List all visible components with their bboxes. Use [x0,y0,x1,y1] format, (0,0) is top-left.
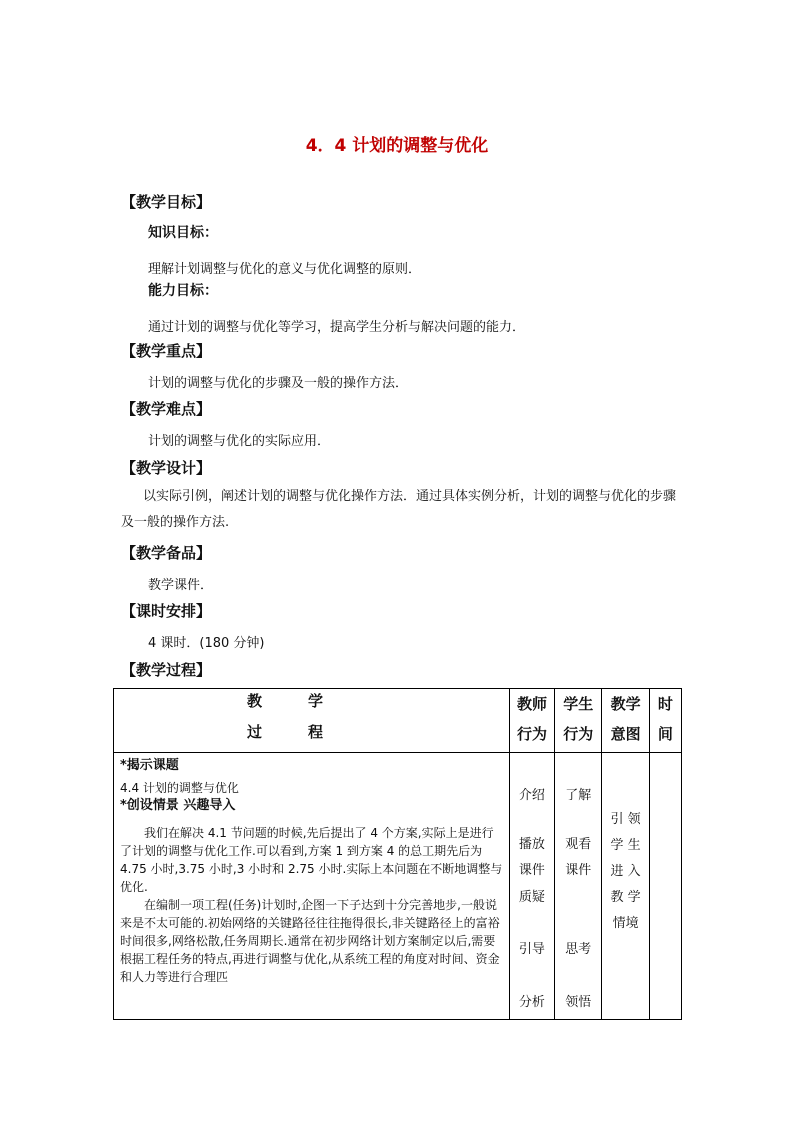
header-main-char-1: 教 [247,692,263,710]
header-time: 时间 [649,689,681,753]
header-process [114,689,510,753]
section-key-points: 【教学重点】 [121,342,212,360]
student-item: 思考 [565,942,592,957]
page-title: 4．4 计划的调整与优化 [305,136,489,156]
section-materials: 【教学备品】 [121,544,212,562]
intent-item: 引 领 [610,812,641,827]
student-item: 观看 [565,837,592,852]
section-process: 【教学过程】 [121,661,212,679]
difficulties-text: 计划的调整与优化的实际应用． [148,434,331,449]
ability-goal-label: 能力目标： [148,283,218,299]
paragraph-2: 在编制一项工程(任务)计划时,企图一下子达到十分完善地步,一般说来是不太可能的.初始网络的关键路径往往拖得很长,非关键路径上的富裕时间很多,网络松散,任务周期长.通常在初步网络计划方案制定以后,需要根据工程任务的特点,再进行调整与优化,从系统工程的角度对时间、资金和人力等进行合理匹 [120,898,500,984]
teacher-item: 播放 [518,837,545,852]
heading-scenario: *创设情景 兴趣导入 [120,798,236,813]
header-main-char-4: 程 [308,723,324,741]
teacher-item: 引导 [518,942,545,957]
topic-line: 4.4 计划的调整与优化 [120,781,239,795]
section-schedule: 【课时安排】 [121,602,212,620]
teacher-item: 课件 [518,863,545,878]
design-text: 以实际引例，阐述计划的调整与优化操作方法．通过具体实例分析，计划的调整与优化的步骤及一般的操作方法. [121,489,677,530]
key-points-text: 计划的调整与优化的步骤及一般的操作方法． [148,376,409,391]
heading-reveal-topic: *揭示课题 [120,758,179,773]
student-item: 课件 [565,863,592,878]
intent-item: 教 学 [610,890,641,905]
schedule-text: 4 课时．(180 分钟) [148,636,265,651]
ability-goal-text: 通过计划的调整与优化等学习，提高学生分析与解决问题的能力． [148,320,526,335]
section-design: 【教学设计】 [121,459,212,477]
section-objectives: 【教学目标】 [121,193,212,211]
teacher-item: 分析 [518,995,545,1010]
teacher-item: 介绍 [518,788,545,803]
teaching-intent-cell [602,753,649,1020]
student-item: 了解 [565,788,592,803]
section-difficulties: 【教学难点】 [121,400,212,418]
time-cell [649,753,681,1020]
knowledge-goal-label: 知识目标： [148,225,218,241]
process-content-cell [114,753,510,1020]
teacher-item: 质疑 [518,890,545,905]
teaching-process-table [113,688,682,1020]
table-body-row [114,753,682,1020]
intent-item: 情境 [612,916,639,931]
intent-item: 学 生 [610,838,641,853]
header-teacher-behavior: 教师行为 [509,689,554,753]
teacher-behavior-cell [509,753,554,1020]
knowledge-goal-text: 理解计划调整与优化的意义与优化调整的原则． [148,262,422,277]
materials-text: 教学课件． [148,578,214,593]
header-student-behavior: 学生行为 [555,689,602,753]
paragraph-1: 我们在解决 4.1 节问题的时候,先后提出了 4 个方案,实际上是进行了计划的调整与优化工作.可以看到,方案 1 到方案 4 的总工期先后为 4.75 小时,3.75 小时,3 小时和 2.75 小时.实际上本问题在不断地调整与优化. [120,826,503,894]
header-main-char-3: 过 [247,723,263,741]
intent-item: 进 入 [610,864,641,879]
header-teaching-intent: 教学意图 [602,689,649,753]
table-header-row [114,689,682,753]
student-item: 领悟 [565,995,592,1010]
header-main-char-2: 学 [308,692,324,710]
student-behavior-cell [555,753,602,1020]
